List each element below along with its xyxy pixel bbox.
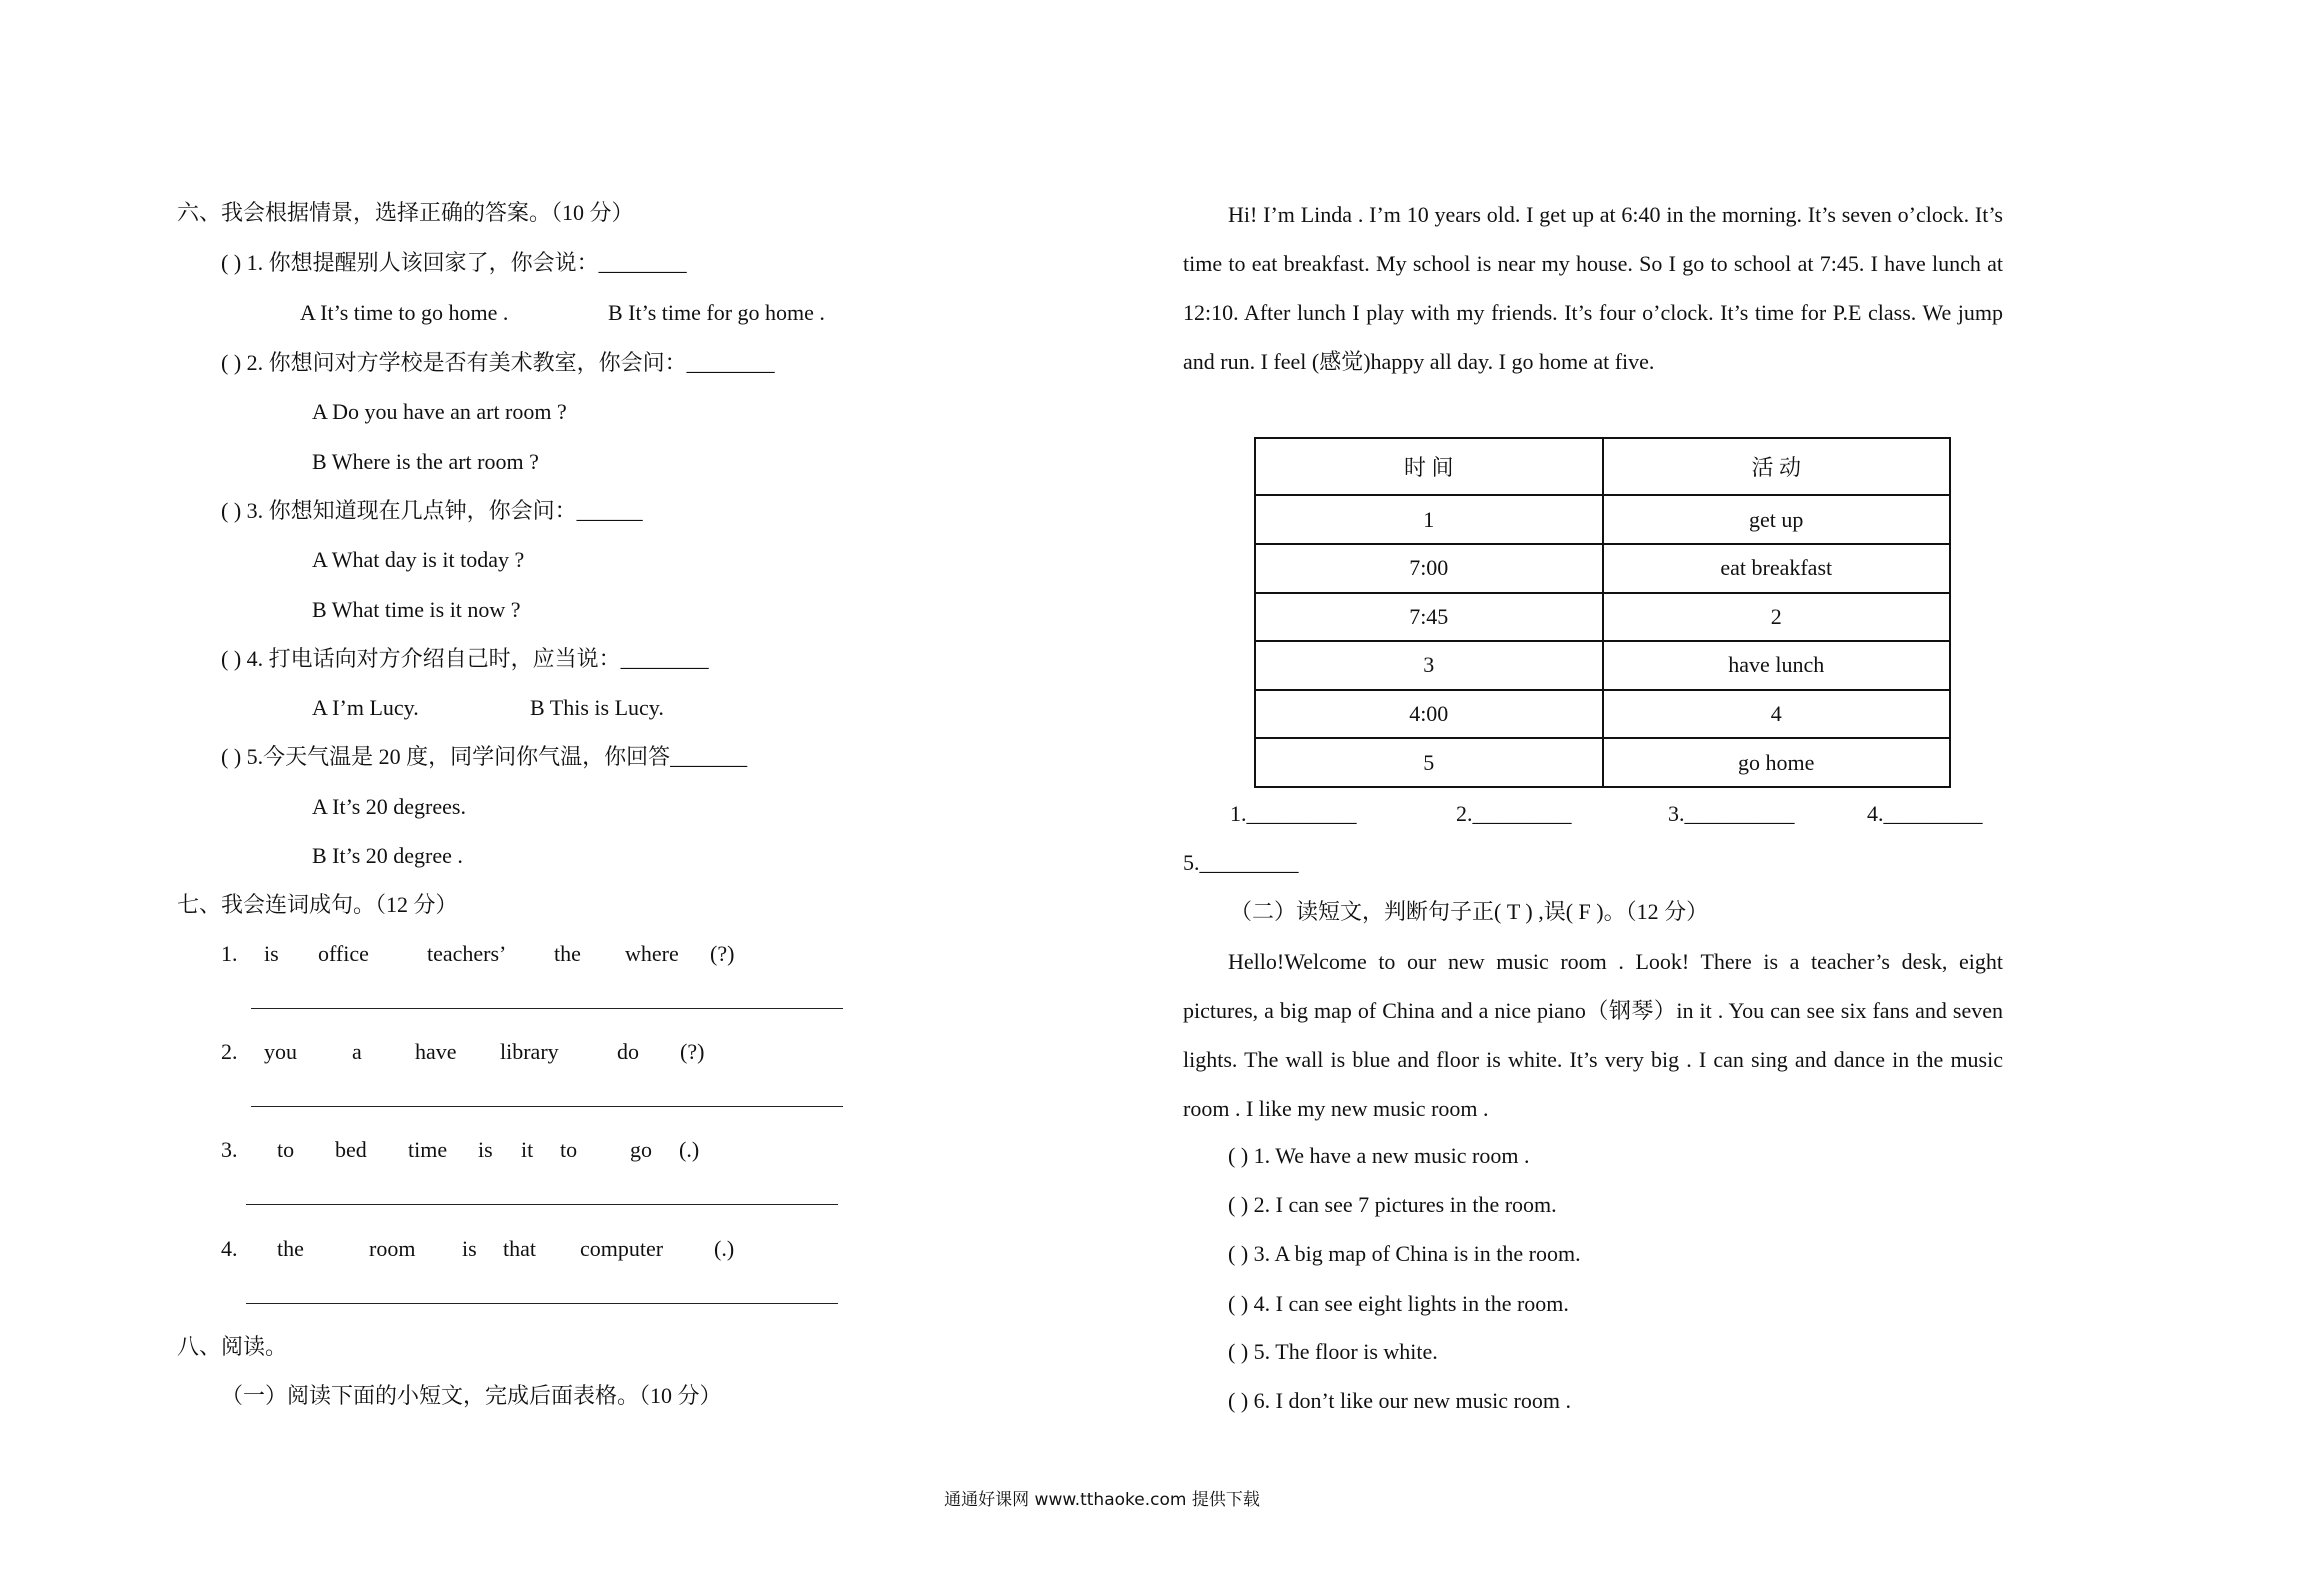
word: 4. (221, 1236, 238, 1261)
table-cell: go home (1603, 738, 1951, 787)
answer-blank-1[interactable]: 1.__________ (1230, 801, 1357, 826)
tf-statement: ( ) 2. I can see 7 pictures in the room. (1228, 1192, 1557, 1217)
word: do (617, 1039, 639, 1064)
table-cell: 1 (1255, 495, 1603, 544)
word: is (478, 1137, 493, 1162)
section8-title: 八、阅读。 (177, 1334, 288, 1359)
table-row (1255, 593, 1950, 642)
word: a (352, 1039, 362, 1064)
answer-blank-3[interactable]: 3.__________ (1668, 801, 1795, 826)
q5-option-b: B It’s 20 degree . (312, 843, 463, 868)
word: the (277, 1236, 304, 1261)
passage-music-room: Hello!Welcome to our new music room . Look! There is a teacher’s desk, eight pictures, a big map of China and a nice piano（钢琴）in it . You can see six fans and seven lights. The wall is blue and floor is white. It’s very big . I can sing and dance in the music room . I like my new music room . (1183, 949, 2003, 1121)
header-cell-time: 时 间 (1255, 438, 1603, 495)
word: office (318, 941, 369, 966)
question-1: ( ) 1. 你想提醒别人该回家了，你会说：________ (221, 250, 687, 275)
table-cell: eat breakfast (1603, 544, 1951, 593)
word: computer (580, 1236, 664, 1261)
q1-option-a: A It’s time to go home . (300, 300, 509, 325)
table-cell: 4:00 (1255, 690, 1603, 739)
word: (.) (679, 1137, 700, 1162)
word: library (500, 1039, 559, 1064)
table-row (1255, 641, 1950, 690)
word: is (462, 1236, 477, 1261)
word: 3. (221, 1137, 238, 1162)
word: the (554, 941, 581, 966)
q2-option-a: A Do you have an art room ? (312, 399, 567, 424)
word: (.) (714, 1236, 735, 1261)
q4-option-a: A I’m Lucy. (312, 695, 419, 720)
answer-blank-5[interactable]: 5._________ (1183, 850, 1299, 875)
q4-option-b: B This is Lucy. (530, 695, 664, 720)
q2-option-b: B Where is the art room ? (312, 449, 539, 474)
word: teachers’ (427, 941, 507, 966)
tf-statement: ( ) 1. We have a new music room . (1228, 1143, 1530, 1168)
word: 1. (221, 941, 238, 966)
question-2: ( ) 2. 你想问对方学校是否有美术教室，你会问：________ (221, 350, 775, 375)
word: bed (335, 1137, 367, 1162)
table-row (1255, 544, 1950, 593)
section6-title: 六、我会根据情景，选择正确的答案。（10 分） (177, 200, 634, 225)
word: to (560, 1137, 578, 1162)
word: where (625, 941, 679, 966)
question-5: ( ) 5.今天气温是 20 度，同学问你气温，你回答_______ (221, 744, 748, 769)
word: 2. (221, 1039, 238, 1064)
q3-option-a: A What day is it today ? (312, 547, 525, 572)
table-cell: 7:45 (1255, 593, 1603, 642)
question-4: ( ) 4. 打电话向对方介绍自己时，应当说：________ (221, 646, 709, 671)
header-cell-activity: 活 动 (1603, 438, 1951, 495)
word: time (408, 1137, 448, 1162)
table-cell: 2 (1603, 593, 1951, 642)
word: you (264, 1039, 297, 1064)
word: is (264, 941, 279, 966)
answer-blank-4[interactable]: 4._________ (1867, 801, 1983, 826)
q3-option-b: B What time is it now ? (312, 597, 521, 622)
q1-option-b: B It’s time for go home . (608, 300, 825, 325)
activity-table (1254, 437, 1951, 788)
table-cell: 5 (1255, 738, 1603, 787)
answer-line-3[interactable] (246, 1204, 838, 1205)
table-cell: have lunch (1603, 641, 1951, 690)
word: it (521, 1137, 534, 1162)
table-cell: 4 (1603, 690, 1951, 739)
word: go (630, 1137, 652, 1162)
answer-line-2[interactable] (251, 1106, 843, 1107)
word: room (369, 1236, 416, 1261)
word: have (415, 1039, 457, 1064)
word: that (503, 1236, 536, 1261)
table-row (1255, 690, 1950, 739)
tf-statement: ( ) 3. A big map of China is in the room. (1228, 1241, 1581, 1266)
part2-title: （二）读短文，判断句子正( T ) ,误( F )。（12 分） (1230, 899, 1709, 924)
table-cell: 3 (1255, 641, 1603, 690)
answer-blank-2[interactable]: 2._________ (1456, 801, 1572, 826)
tf-statement: ( ) 5. The floor is white. (1228, 1339, 1438, 1364)
table-cell: get up (1603, 495, 1951, 544)
question-3: ( ) 3. 你想知道现在几点钟，你会问：______ (221, 498, 643, 523)
answer-line-1[interactable] (251, 1008, 843, 1009)
tf-statement: ( ) 6. I don’t like our new music room . (1228, 1388, 1571, 1413)
passage-linda: Hi! I’m Linda . I’m 10 years old. I get up at 6:40 in the morning. It’s seven o’clock. It’s time to eat breakfast. My school is near my house. So I go to school at 7:45. I have lunch at 12:10. After lunch I play with my friends. It’s four o’clock. It’s time for P.E class. We jump and run. I feel (感觉)happy all day. I go home at five. (1183, 202, 2003, 374)
word: (?) (710, 941, 735, 966)
section7-title: 七、我会连词成句。（12 分） (177, 892, 458, 917)
table-row (1255, 495, 1950, 544)
footer-text: 通通好课网 www.tthaoke.com 提供下载 (944, 1490, 1260, 1510)
table-row (1255, 738, 1950, 787)
table-cell: 7:00 (1255, 544, 1603, 593)
part1-title: （一）阅读下面的小短文，完成后面表格。（10 分） (221, 1383, 722, 1408)
q5-option-a: A It’s 20 degrees. (312, 794, 466, 819)
table-header-row (1255, 438, 1950, 495)
tf-statement: ( ) 4. I can see eight lights in the room. (1228, 1291, 1569, 1316)
answer-line-4[interactable] (246, 1303, 838, 1304)
word: (?) (680, 1039, 705, 1064)
word: to (277, 1137, 295, 1162)
